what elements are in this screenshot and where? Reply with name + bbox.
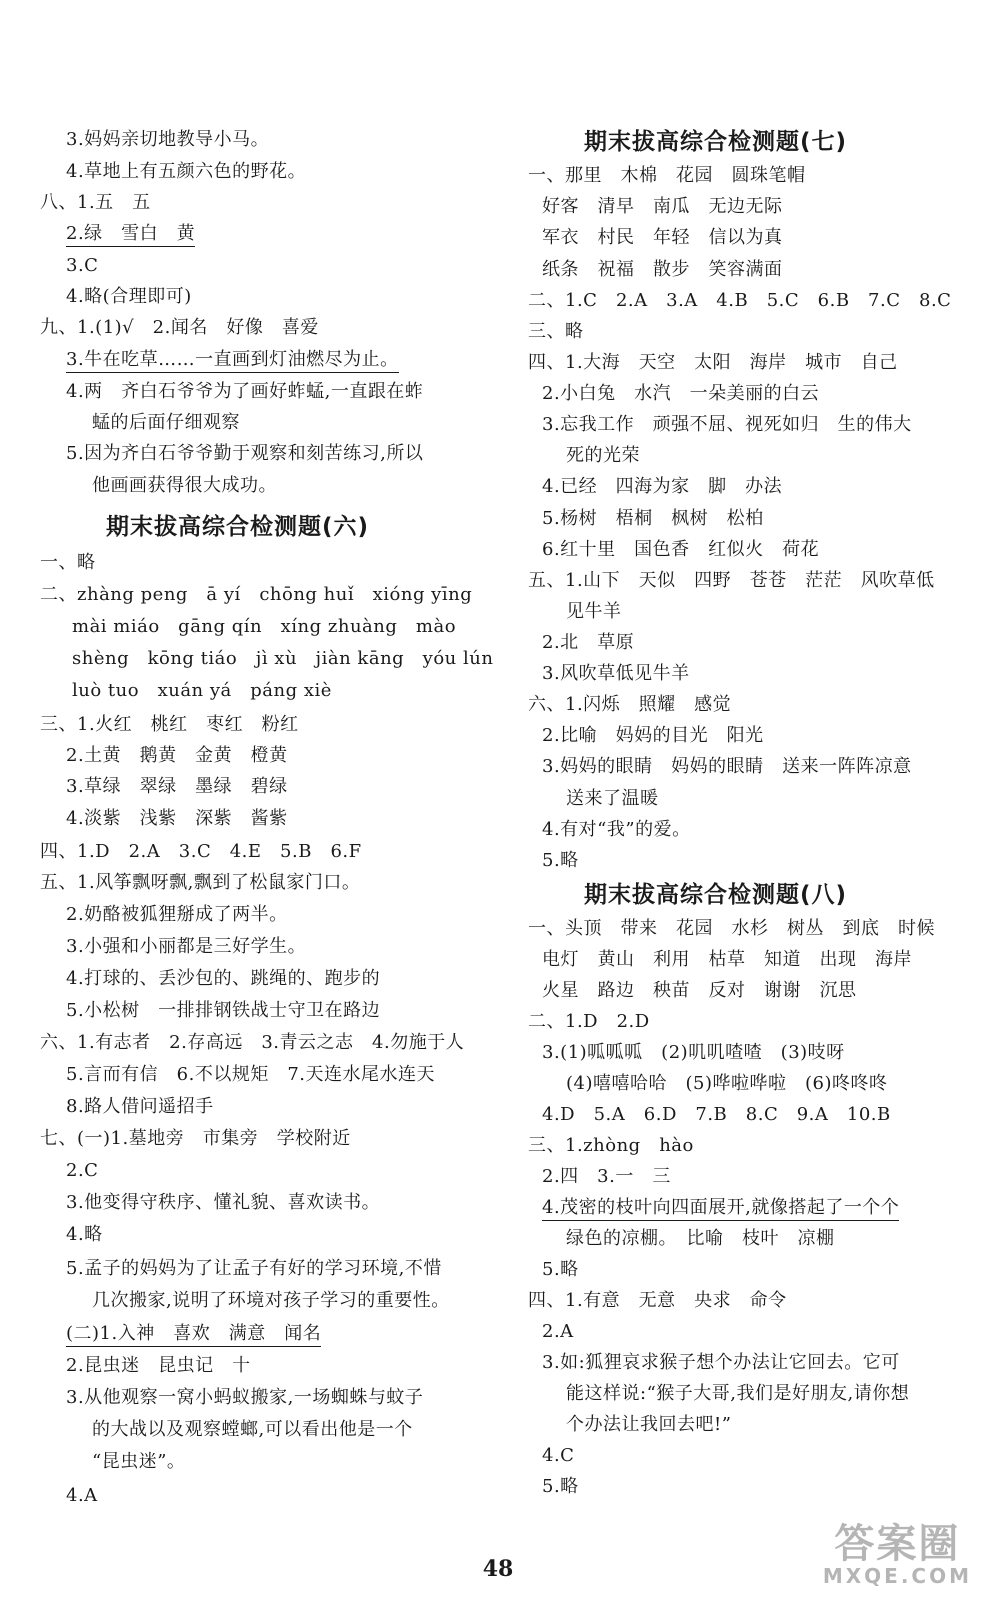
- answer-line: 能这样说:“猴子大哥,我们是好朋友,请你想: [566, 1383, 910, 1404]
- answer-line: 5.孟子的妈妈为了让孟子有好的学习环境,不惜: [66, 1258, 442, 1279]
- answer-line: 一、头顶 带来 花园 水杉 树丛 到底 时候: [528, 918, 935, 939]
- answer-line: 4.A: [66, 1485, 98, 1506]
- section-title: 期末拔高综合检测题(六): [106, 514, 370, 540]
- answer-line: 3.草绿 翠绿 墨绿 碧绿: [66, 776, 288, 797]
- answer-line: 4.已经 四海为家 脚 办法: [542, 476, 783, 497]
- answer-line: 3.从他观察一窝小蚂蚁搬家,一场蜘蛛与蚊子: [66, 1387, 424, 1408]
- answer-line: 5.略: [542, 1259, 579, 1280]
- answer-line: 电灯 黄山 利用 枯草 知道 出现 海岸: [542, 949, 912, 970]
- answer-line: 4.打球的、丢沙包的、跳绳的、跑步的: [66, 968, 381, 989]
- answer-line: 2.绿 雪白 黄: [66, 222, 195, 247]
- answer-line: 八、1.五 五: [40, 192, 151, 213]
- answer-line: 4.淡紫 浅紫 深紫 酱紫: [66, 808, 288, 829]
- answer-line: 他画画获得很大成功。: [92, 475, 277, 496]
- watermark-sub: MXQE.COM: [822, 1564, 972, 1588]
- answer-line: 二、1.C 2.A 3.A 4.B 5.C 6.B 7.C 8.C: [528, 290, 952, 311]
- answer-line: 个办法让我回去吧!”: [566, 1414, 732, 1435]
- answer-line: 4.略: [66, 1224, 103, 1245]
- answer-line: 4.草地上有五颜六色的野花。: [66, 161, 307, 182]
- answer-line: 4.有对“我”的爱。: [542, 819, 691, 840]
- answer-line: 2.比喻 妈妈的目光 阳光: [542, 725, 764, 746]
- answer-line: 2.C: [66, 1160, 99, 1181]
- answer-line: 四、1.大海 天空 太阳 海岸 城市 自己: [528, 352, 898, 373]
- answer-line: 3.忘我工作 顽强不屈、视死如归 生的伟大: [542, 414, 912, 435]
- answer-line: 5.略: [542, 1476, 579, 1497]
- answer-line: 见牛羊: [566, 601, 622, 622]
- answer-line: 2.A: [542, 1321, 574, 1342]
- answer-line: 送来了温暖: [566, 788, 659, 809]
- answer-line: 二、zhàng peng ā yí chōng huǐ xióng yīng: [40, 584, 473, 605]
- answer-line: 8.路人借问遥招手: [66, 1096, 214, 1117]
- answer-line: 3.小强和小丽都是三好学生。: [66, 936, 307, 957]
- answer-line: 的大战以及观察螳螂,可以看出他是一个: [92, 1419, 413, 1440]
- answer-line: 三、1.火红 桃红 枣红 粉红: [40, 714, 299, 735]
- answer-line: 3.他变得守秩序、懂礼貌、喜欢读书。: [66, 1192, 381, 1213]
- answer-line: 三、1.zhòng hào: [528, 1135, 694, 1156]
- answer-line: 一、略: [40, 552, 96, 573]
- answer-line: 4.C: [542, 1445, 575, 1466]
- answer-line: 2.奶酪被狐狸掰成了两半。: [66, 904, 288, 925]
- answer-line: mài miáo gāng qín xíng zhuàng mào: [72, 616, 457, 637]
- answer-line: 九、1.(1)√ 2.闻名 好像 喜爱: [40, 317, 319, 338]
- answer-line: (二)1.入神 喜欢 满意 闻名: [66, 1322, 321, 1347]
- answer-line: 3.妈妈亲切地教导小马。: [66, 129, 270, 150]
- answer-line: 6.红十里 国色香 红似火 荷花: [542, 539, 820, 560]
- answer-line: 3.牛在吃草……一直画到灯油燃尽为止。: [66, 348, 399, 373]
- answer-line: 5.小松树 一排排钢铁战士守卫在路边: [66, 1000, 381, 1021]
- answer-line: 4.茂密的枝叶向四面展开,就像搭起了一个个: [542, 1196, 899, 1221]
- answer-line: 四、1.D 2.A 3.C 4.E 5.B 6.F: [40, 841, 362, 862]
- answer-line: 4.D 5.A 6.D 7.B 8.C 9.A 10.B: [542, 1104, 891, 1125]
- answer-line: 3.如:狐狸哀求猴子想个办法让它回去。它可: [542, 1352, 900, 1373]
- answer-line: 火星 路边 秧苗 反对 谢谢 沉思: [542, 980, 857, 1001]
- answer-line: 5.略: [542, 850, 579, 871]
- watermark-main: 答案圈: [834, 1521, 961, 1567]
- answer-line: 一、那里 木棉 花园 圆珠笔帽: [528, 165, 806, 186]
- answer-line: 5.因为齐白石爷爷勤于观察和刻苦练习,所以: [66, 443, 424, 464]
- answer-line: 3.C: [66, 255, 99, 276]
- answer-line: 军衣 村民 年轻 信以为真: [542, 227, 783, 248]
- answer-line: 五、1.山下 天似 四野 苍苍 茫茫 风吹草低: [528, 570, 935, 591]
- answer-line: 3.风吹草低见牛羊: [542, 663, 690, 684]
- answer-line: 3.(1)呱呱呱 (2)叽叽喳喳 (3)吱呀: [542, 1042, 845, 1063]
- answer-line: 纸条 祝福 散步 笑容满面: [542, 259, 783, 280]
- answer-line: 六、1.有志者 2.存高远 3.青云之志 4.勿施于人: [40, 1032, 465, 1053]
- answer-line: 4.两 齐白石爷爷为了画好蚱蜢,一直跟在蚱: [66, 381, 424, 402]
- answer-line: 绿色的凉棚。 比喻 枝叶 凉棚: [566, 1228, 835, 1249]
- answer-line: “昆虫迷”。: [92, 1451, 186, 1472]
- answer-line: 2.昆虫迷 昆虫记 十: [66, 1355, 251, 1376]
- answer-line: 死的光荣: [566, 445, 640, 466]
- answer-line: 四、1.有意 无意 央求 命令: [528, 1290, 787, 1311]
- answer-line: 5.杨树 梧桐 枫树 松柏: [542, 508, 764, 529]
- answer-line: 好客 清早 南瓜 无边无际: [542, 196, 783, 217]
- answer-line: 5.言而有信 6.不以规矩 7.天连水尾水连天: [66, 1064, 436, 1085]
- answer-line: (4)嘻嘻哈哈 (5)哗啦哗啦 (6)咚咚咚: [566, 1073, 888, 1094]
- answer-line: 2.北 草原: [542, 632, 635, 653]
- answer-line: luò tuo xuán yá páng xiè: [72, 680, 332, 701]
- answer-line: 2.四 3.一 三: [542, 1166, 671, 1187]
- answer-line: 2.小白兔 水汽 一朵美丽的白云: [542, 383, 820, 404]
- section-title: 期末拔高综合检测题(七): [584, 129, 848, 155]
- answer-line: 三、略: [528, 321, 584, 342]
- answer-line: shèng kōng tiáo jì xù jiàn kāng yóu lún: [72, 648, 494, 669]
- answer-line: 4.略(合理即可): [66, 286, 192, 307]
- page-number: 48: [482, 1556, 514, 1582]
- answer-line: 蜢的后面仔细观察: [92, 412, 240, 433]
- answer-line: 3.妈妈的眼睛 妈妈的眼睛 送来一阵阵凉意: [542, 756, 912, 777]
- answer-line: 七、(一)1.墓地旁 市集旁 学校附近: [40, 1128, 351, 1149]
- section-title: 期末拔高综合检测题(八): [584, 882, 848, 908]
- answer-line: 几次搬家,说明了环境对孩子学习的重要性。: [92, 1290, 450, 1311]
- watermark: [822, 1521, 972, 1588]
- answer-line: 2.土黄 鹅黄 金黄 橙黄: [66, 745, 288, 766]
- answer-line: 五、1.风筝飘呀飘,飘到了松鼠家门口。: [40, 872, 361, 893]
- answer-line: 六、1.闪烁 照耀 感觉: [528, 694, 732, 715]
- answer-line: 二、1.D 2.D: [528, 1011, 650, 1032]
